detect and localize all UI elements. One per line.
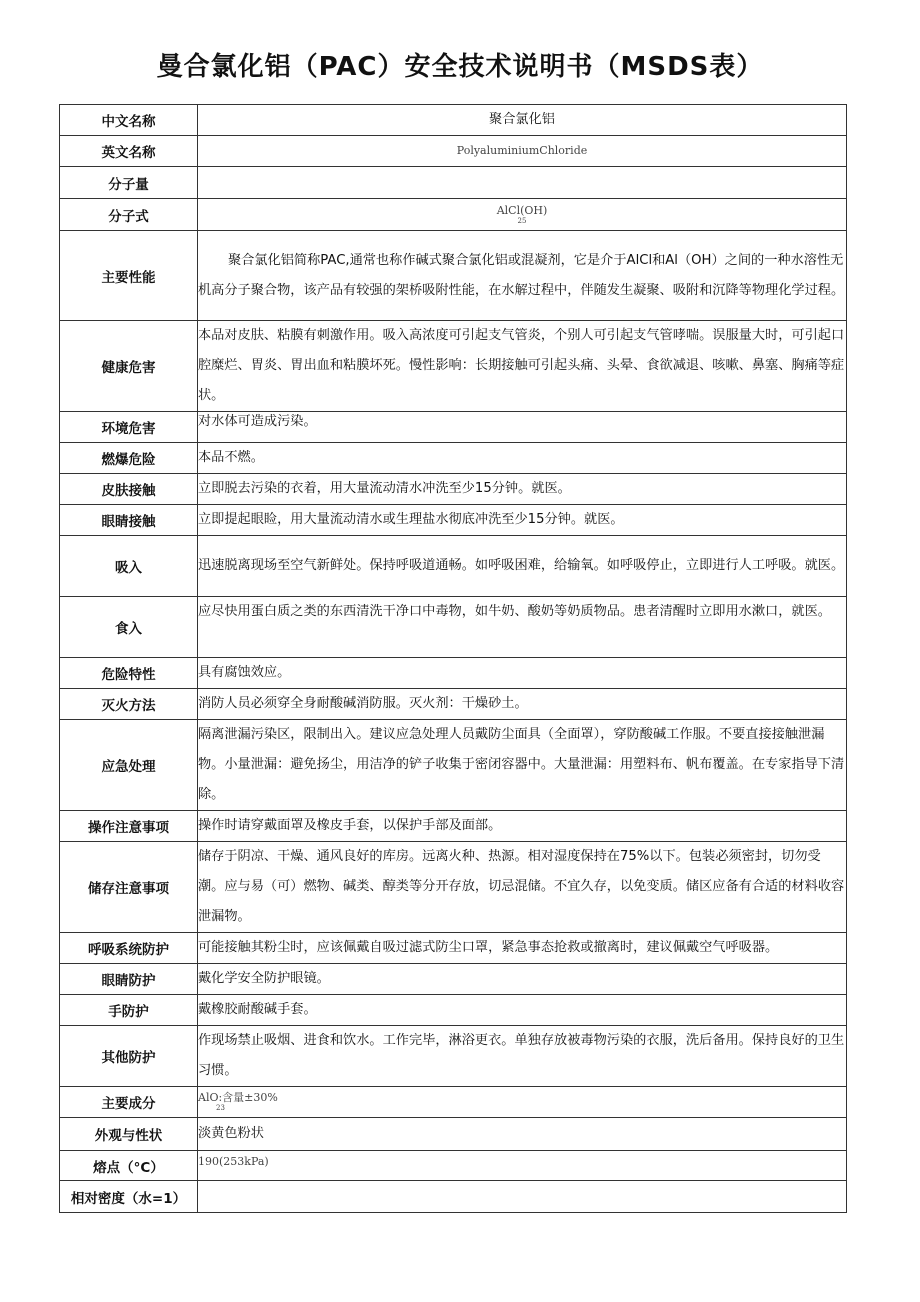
row-label: 操作注意事项 [60, 811, 198, 842]
table-row [60, 167, 847, 199]
table-row [60, 720, 847, 811]
table-row [60, 412, 847, 443]
table-row [60, 597, 847, 658]
formula-subscript: 25 [517, 216, 527, 225]
table-row [60, 995, 847, 1026]
composition-subscript: 23 [216, 1104, 225, 1112]
row-label: 眼睛防护 [60, 964, 198, 995]
formula-text: AlCl(OH) [496, 203, 548, 217]
composition-text: AlO:含量±30% [198, 1091, 278, 1104]
row-label: 燃爆危险 [60, 443, 198, 474]
row-value: 可能接触其粉尘时，应该佩戴自吸过滤式防尘口罩，紧急事态抢救或撤离时，建议佩戴空气呼吸器。 [198, 933, 847, 964]
row-label: 相对密度（水=1） [60, 1181, 198, 1213]
row-label: 灭火方法 [60, 689, 198, 720]
row-label: 外观与性状 [60, 1118, 198, 1151]
table-row [60, 199, 847, 231]
row-label: 主要性能 [60, 231, 198, 321]
row-label: 分子量 [60, 167, 198, 199]
table-row [60, 1026, 847, 1087]
row-label: 呼吸系统防护 [60, 933, 198, 964]
table-row [60, 1118, 847, 1151]
row-value: 聚合氯化铝简称PAC,通常也称作碱式聚合氯化铝或混凝剂，它是介于AlCl和Al（OH）之间的一种水溶性无机高分子聚合物，该产品有较强的架桥吸附性能，在水解过程中，伴随发生凝聚、吸附和沉降等物理化学过程。 [198, 231, 847, 321]
row-value [198, 1181, 847, 1213]
table-row [60, 231, 847, 321]
table-row [60, 1151, 847, 1181]
row-label: 食入 [60, 597, 198, 658]
row-label: 分子式 [60, 199, 198, 231]
row-value: 作现场禁止吸烟、进食和饮水。工作完毕，淋浴更衣。单独存放被毒物污染的衣服，洗后备用。保持良好的卫生习惯。 [198, 1026, 847, 1087]
row-value: 190(253kPa) [198, 1151, 847, 1181]
row-value: PolyaluminiumChloride [198, 136, 847, 167]
row-label: 皮肤接触 [60, 474, 198, 505]
table-row [60, 689, 847, 720]
row-value [198, 199, 847, 231]
row-value: 聚合氯化铝 [198, 105, 847, 136]
table-row [60, 842, 847, 933]
row-value [198, 1087, 847, 1118]
table-row [60, 811, 847, 842]
row-label: 中文名称 [60, 105, 198, 136]
row-value: 隔离泄漏污染区，限制出入。建议应急处理人员戴防尘面具（全面罩），穿防酸碱工作服。不要直接接触泄漏物。小量泄漏：避免扬尘，用洁净的铲子收集于密闭容器中。大量泄漏：用塑料布、帆布覆盖。在专家指导下清除。 [198, 720, 847, 811]
row-value: 本品对皮肤、粘膜有刺激作用。吸入高浓度可引起支气管炎，个别人可引起支气管哮喘。误服量大时，可引起口腔糜烂、胃炎、胃出血和粘膜坏死。慢性影响：长期接触可引起头痛、头晕、食欲减退、咳嗽、鼻塞、胸痛等症状。 [198, 321, 847, 412]
row-label: 主要成分 [60, 1087, 198, 1118]
msds-table [59, 104, 847, 1213]
row-label: 环境危害 [60, 412, 198, 443]
row-value: 操作时请穿戴面罩及橡皮手套，以保护手部及面部。 [198, 811, 847, 842]
row-label: 吸入 [60, 536, 198, 597]
row-label: 眼睛接触 [60, 505, 198, 536]
table-row [60, 474, 847, 505]
row-value: 消防人员必须穿全身耐酸碱消防服。灭火剂：干燥砂土。 [198, 689, 847, 720]
table-row [60, 1181, 847, 1213]
row-value: 戴化学安全防护眼镜。 [198, 964, 847, 995]
table-row [60, 105, 847, 136]
row-label: 危险特性 [60, 658, 198, 689]
table-row [60, 443, 847, 474]
table-row [60, 964, 847, 995]
table-row [60, 536, 847, 597]
row-value: 本品不燃。 [198, 443, 847, 474]
row-value: 储存于阴凉、干燥、通风良好的库房。远离火种、热源。相对湿度保持在75%以下。包装必须密封，切勿受潮。应与易（可）燃物、碱类、醇类等分开存放，切忌混储。不宜久存，以免变质。储区应备有合适的材料收容泄漏物。 [198, 842, 847, 933]
row-value: 具有腐蚀效应。 [198, 658, 847, 689]
row-value: 立即提起眼睑，用大量流动清水或生理盐水彻底冲洗至少15分钟。就医。 [198, 505, 847, 536]
page-title: 曼合氯化铝（PAC）安全技术说明书（MSDS表） [156, 52, 764, 82]
table-row [60, 933, 847, 964]
row-value: 对水体可造成污染。 [198, 412, 847, 443]
row-label: 手防护 [60, 995, 198, 1026]
table-row [60, 658, 847, 689]
table-row [60, 1087, 847, 1118]
table-row [60, 321, 847, 412]
row-value: 淡黄色粉状 [198, 1118, 847, 1151]
row-label: 其他防护 [60, 1026, 198, 1087]
row-label: 健康危害 [60, 321, 198, 412]
row-label: 英文名称 [60, 136, 198, 167]
row-label: 熔点（°C） [60, 1151, 198, 1181]
row-value: 应尽快用蛋白质之类的东西清洗干净口中毒物，如牛奶、酸奶等奶质物品。患者清醒时立即用水漱口，就医。 [198, 597, 847, 658]
row-label: 应急处理 [60, 720, 198, 811]
table-row [60, 136, 847, 167]
row-value: 立即脱去污染的衣着，用大量流动清水冲洗至少15分钟。就医。 [198, 474, 847, 505]
row-value: 戴橡胶耐酸碱手套。 [198, 995, 847, 1026]
table-row [60, 505, 847, 536]
row-value: 迅速脱离现场至空气新鲜处。保持呼吸道通畅。如呼吸困难，给输氧。如呼吸停止，立即进行人工呼吸。就医。 [198, 536, 847, 597]
row-label: 储存注意事项 [60, 842, 198, 933]
row-value [198, 167, 847, 199]
